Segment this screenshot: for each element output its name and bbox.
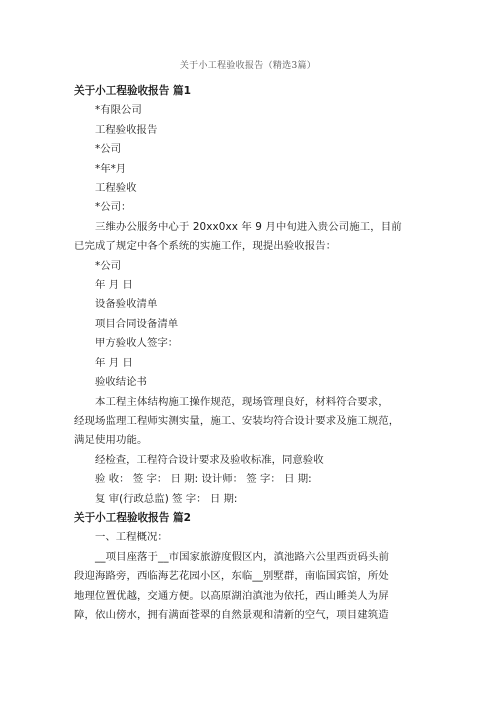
text-line: 验收结论书 — [95, 376, 147, 389]
page-header: 关于小工程验收报告（精选3篇） — [179, 61, 317, 71]
text-line: *年*月 — [95, 162, 127, 175]
signature-line: 验 收： 签 字： 日 期: 设计师： 签 字： 日 期: — [95, 473, 312, 486]
text-line: 工程验收 — [95, 182, 137, 195]
paragraph-line: 满足使用功能。 — [74, 434, 148, 447]
text-line: 一、工程概况： — [95, 531, 168, 544]
text-line: *公司： — [95, 201, 132, 214]
signature-line: 复 审(行政总监) 签 字： 日 期: — [95, 492, 238, 505]
text-line: 经检查，工程符合设计要求及验收标准，同意验收 — [95, 453, 324, 466]
paragraph-line: 已完成了规定中各个系统的实施工作，现提出验收报告： — [74, 240, 337, 253]
paragraph-line: 三维办公服务中心于 20xx0xx 年 9 月中旬进入贵公司施工，目前 — [95, 220, 402, 233]
text-line: 甲方验收人签字： — [95, 337, 179, 350]
section-heading: 关于小工程验收报告 篇1 — [74, 85, 191, 97]
text-line: 设备验收清单 — [95, 298, 158, 311]
paragraph — [74, 548, 440, 626]
text-line: *公司 — [95, 259, 121, 272]
paragraph-line: 经现场监理工程师实测实量，施工、安装均符合设计要求及施工规范， — [74, 414, 400, 427]
text-line: 项目合同设备清单 — [95, 317, 179, 330]
section-heading: 关于小工程验收报告 篇2 — [74, 511, 191, 524]
paragraph-line: __项目座落于__市国家旅游度假区内，滇池路六公里西贡码头前 — [95, 550, 389, 563]
document-body — [74, 82, 440, 625]
paragraph-line: 地理位置优越，交通方便。以高原湖泊滇池为依托，西山睡美人为屏 — [74, 589, 389, 602]
text-line: 年 月 日 — [95, 356, 133, 369]
paragraph-line: 障，依山傍水，拥有满面苍翠的自然景观和清新的空气，项目建筑造 — [74, 608, 389, 621]
text-line: 年 月 日 — [95, 279, 133, 292]
text-line: *公司 — [95, 143, 121, 156]
text-line: *有限公司 — [95, 104, 142, 117]
paragraph — [74, 218, 440, 257]
paragraph-line: 本工程主体结构施工操作规范，现场管理良好，材料符合要求， — [95, 395, 389, 408]
text-line: 工程验收报告 — [95, 123, 158, 136]
paragraph-line: 段迎海路旁，西临海艺花园小区，东临__别墅群，南临国宾馆，所处 — [74, 570, 389, 583]
paragraph — [74, 393, 440, 451]
